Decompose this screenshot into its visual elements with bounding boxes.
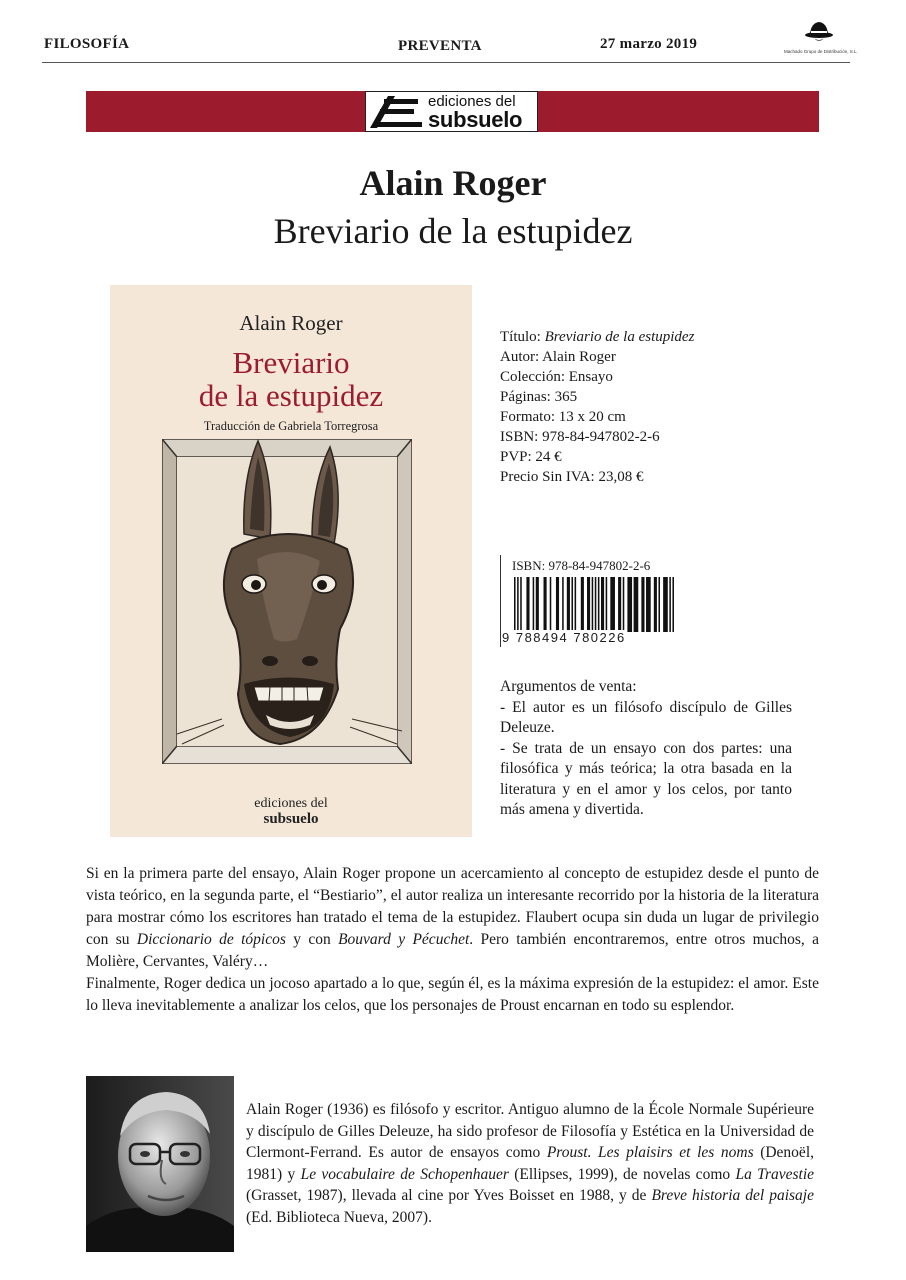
barcode-digits: 9 788494 780226 (502, 630, 626, 645)
barcode-bar (587, 577, 590, 632)
presale-label: PREVENTA (398, 38, 482, 54)
selling-points (500, 677, 792, 821)
synopsis (86, 863, 819, 1017)
category-label: FILOSOFÍA (44, 36, 130, 52)
barcode-bar (627, 577, 632, 632)
barcode-bar (672, 577, 674, 632)
book-specs (500, 327, 694, 487)
publisher-name-line2: subsuelo (428, 107, 523, 132)
barcode-bar (598, 577, 600, 632)
release-date: 27 marzo 2019 (600, 36, 698, 52)
cover-publisher-line2: subsuelo (263, 811, 319, 827)
spec-pages: Páginas: 365 (500, 389, 578, 405)
fedora-hat-icon (804, 18, 834, 42)
barcode-bar (654, 577, 657, 632)
barcode-bar (618, 577, 621, 632)
spec-price-no-vat: Precio Sin IVA: 23,08 € (500, 469, 644, 485)
barcode-bar (517, 577, 519, 632)
barcode-bar (571, 577, 573, 632)
synopsis-paragraph-1: Si en la primera parte del ensayo, Alain Roger propone un acercamiento al concepto de estupidez desde el punto de vista teórico, en la segunda parte, el “Bestiario”, el autor realiza un interesante recorrido por la historia de la literatura para mostrar cómo los escritores han tratado el tema de la estupidez. Flaubert ocupa sin duda un lugar de privilegio con su Diccionario de tópicos y con Bouvard y Pécuchet. Pero también encontraremos, entre otros muchos, a Molière, Cervantes, Valéry… (86, 865, 819, 970)
publisher-logo-icon (368, 94, 423, 130)
spec-title: Título: Breviario de la estupidez (500, 329, 695, 345)
barcode-bar (514, 577, 516, 632)
barcode-bar (526, 577, 529, 632)
barcode-bar (550, 577, 552, 632)
author-portrait-photo (86, 1076, 234, 1252)
barcode-bar (536, 577, 539, 632)
cover-title-line2: de la estupidez (198, 378, 384, 413)
barcode-bar (606, 577, 608, 632)
cover-publisher-line1: ediciones del (254, 796, 328, 811)
barcode-isbn-text: ISBN: 978-84-947802-2-6 (512, 558, 651, 573)
distributor-logo (784, 14, 858, 60)
barcode-bar (556, 577, 559, 632)
cover-translator: Traducción de Gabriela Torregrosa (203, 419, 379, 433)
barcode-bar (575, 577, 577, 632)
barcode-bar (641, 577, 644, 632)
barcode-bar (663, 577, 668, 632)
publisher-logo (365, 91, 538, 132)
barcode-bar (595, 577, 597, 632)
barcode-bar (669, 577, 671, 632)
barcode-bar (646, 577, 651, 632)
spec-format: Formato: 13 x 20 cm (500, 409, 626, 425)
barcode-bar (601, 577, 604, 632)
spec-author: Autor: Alain Roger (500, 349, 616, 365)
spec-collection: Colección: Ensayo (500, 369, 613, 385)
book-author-heading: Alain Roger (359, 163, 547, 203)
barcode-bar (562, 577, 564, 632)
selling-point-1: - El autor es un filósofo discípulo de Gilles Deleuze. (500, 698, 792, 736)
author-bio-text: Alain Roger (1936) es filósofo y escritor. Antiguo alumno de la École Normale Supérieure y discípulo de Gilles Deleuze, ha sido profesor de Filosofía y Estética en la Universidad de Clermont-Ferrand. Es autor de ensayos como Proust. Les plaisirs et les noms (Denoël, 1981) y Le vocabulaire de Schopenhauer (Ellipses, 1999), de novelas como La Travestie (Grasset, 1987), llevada al cine por Yves Boisset en 1988, y de Breve historia del paisaje (Ed. Biblioteca Nueva, 2007). (246, 1101, 815, 1226)
framed-donkey-illustration (162, 439, 412, 764)
book-cover (110, 285, 472, 837)
header-rule (42, 62, 850, 63)
cover-title-line1: Breviario (232, 345, 350, 380)
barcode-bar (533, 577, 535, 632)
barcode-bar (610, 577, 615, 632)
barcode-bar (520, 577, 522, 632)
selling-points-heading: Argumentos de venta: (500, 678, 637, 695)
barcode-bar (658, 577, 660, 632)
barcode-bar (592, 577, 594, 632)
cover-author: Alain Roger (239, 311, 343, 335)
spec-isbn: ISBN: 978-84-947802-2-6 (500, 429, 660, 445)
synopsis-paragraph-2: Finalmente, Roger dedica un jocoso apartado a lo que, según él, es la máxima expresión de la estupidez: el amor. Este lo lleva inevitablemente a analizar los celos, que los personajes de Proust encarnan en todo su esplendor. (86, 975, 819, 1014)
barcode-bars (514, 577, 674, 632)
barcode-bar (581, 577, 584, 632)
spec-title-value: Breviario de la estupidez (544, 329, 695, 345)
publisher-name-line1: ediciones del (428, 93, 516, 110)
spec-pvp: PVP: 24 € (500, 449, 562, 465)
selling-point-2: - Se trata de un ensayo con dos partes: una filosófica y más teórica; la otra basada en la literatura y en el amor y los celos, por tanto más amena y divertida. (500, 739, 792, 818)
book-title-heading: Breviario de la estupidez (273, 211, 633, 251)
barcode-bar (567, 577, 570, 632)
barcode-bar (634, 577, 639, 632)
author-bio (246, 1099, 814, 1228)
barcode-bar (544, 577, 547, 632)
barcode-bar (623, 577, 625, 632)
distributor-name: Machado Grupo de Distribución, S.L. (784, 49, 858, 54)
isbn-barcode (500, 555, 675, 647)
